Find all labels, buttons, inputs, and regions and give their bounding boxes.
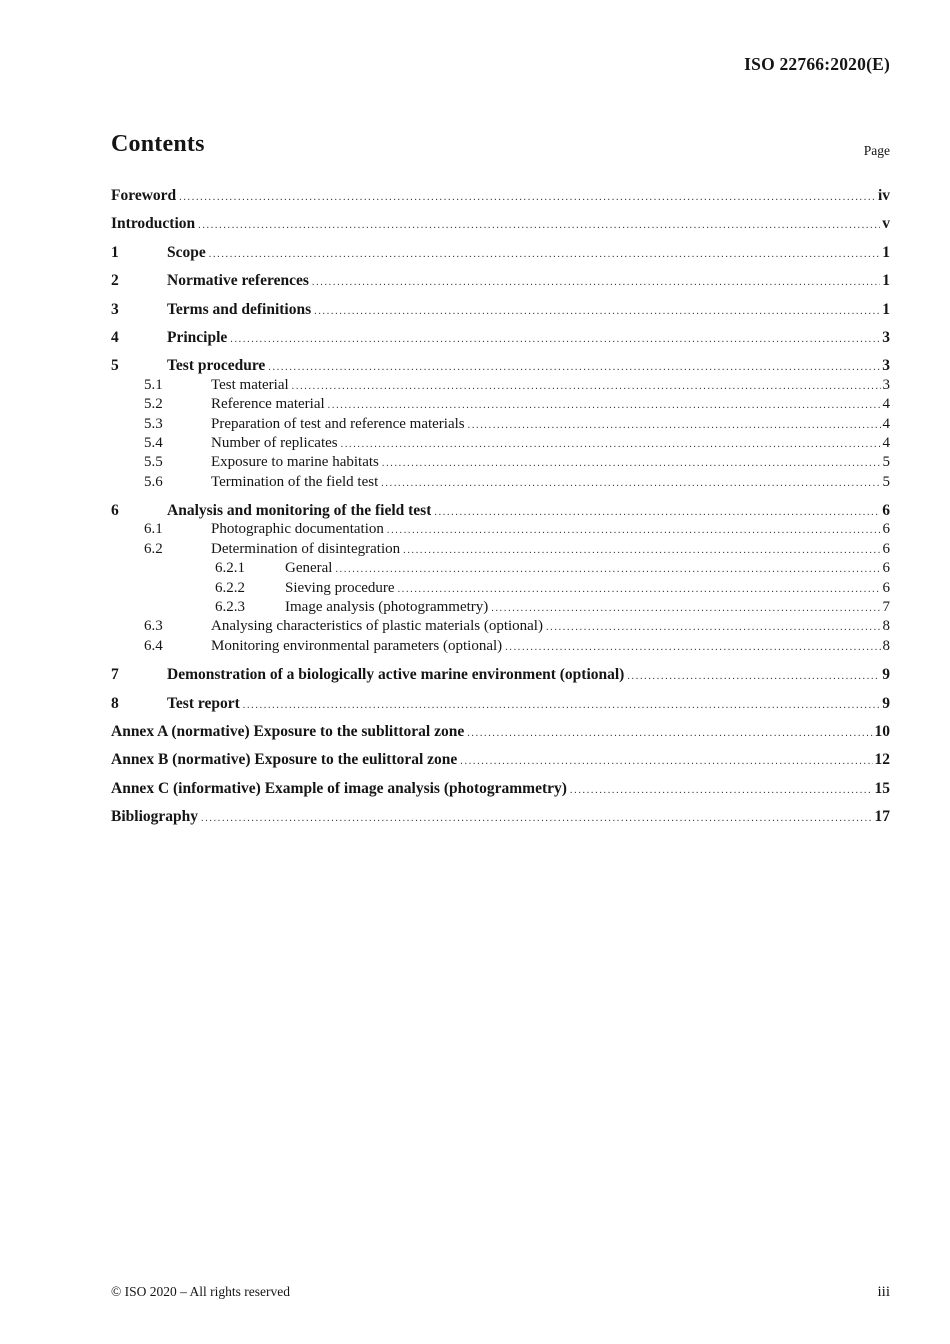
toc-entry-number: 6.2.1 xyxy=(215,560,245,577)
dot-leader xyxy=(398,580,881,599)
toc-entry-label: Principle xyxy=(167,328,228,346)
toc-entry-page: 8 xyxy=(882,637,890,654)
toc-entry-label: Reference material xyxy=(211,396,325,413)
document-reference: ISO 22766:2020(E) xyxy=(744,54,890,74)
toc-entry-page: 6 xyxy=(882,560,890,577)
dot-leader xyxy=(198,216,880,235)
toc-entry-label: Annex C (informative) Example of image analysis (photogrammetry) xyxy=(111,779,567,797)
dot-leader xyxy=(328,396,881,415)
copyright-notice: © ISO 2020 – All rights reserved xyxy=(111,1284,290,1299)
toc-entry xyxy=(111,501,890,520)
toc-entry-label: Monitoring environmental parameters (optional) xyxy=(211,637,503,654)
toc-entry-page: 1 xyxy=(882,243,890,261)
toc-entry xyxy=(111,214,890,233)
toc-entry-number: 3 xyxy=(111,300,119,318)
toc-entry-page: 1 xyxy=(882,300,890,318)
toc-entry-page: 3 xyxy=(882,357,890,375)
toc-entry-page: 6 xyxy=(882,579,890,596)
toc-entry-page: iv xyxy=(877,187,890,204)
toc-entry xyxy=(111,395,890,414)
dot-leader xyxy=(460,752,872,771)
toc-entry xyxy=(111,807,890,826)
toc-entry-number: 5.2 xyxy=(144,396,163,413)
dot-leader xyxy=(491,599,880,618)
toc-entry xyxy=(111,473,890,492)
toc-entry xyxy=(111,328,890,347)
toc-entry-number: 6.2.3 xyxy=(215,599,245,616)
toc-entry-number: 6 xyxy=(111,502,119,520)
toc-entry xyxy=(111,415,890,434)
toc-entry-number: 1 xyxy=(111,243,119,261)
toc-entry-number: 6.3 xyxy=(144,618,163,635)
toc-entry xyxy=(111,559,890,578)
dot-leader xyxy=(243,696,880,715)
toc-entry-label: Introduction xyxy=(111,215,196,233)
dot-leader xyxy=(382,454,881,473)
dot-leader xyxy=(341,435,881,454)
toc-entry-page: 9 xyxy=(882,694,890,712)
toc-entry-label: Demonstration of a biologically active marine environment (optional) xyxy=(167,666,625,684)
page-column-label: Page xyxy=(863,143,890,158)
toc-entry xyxy=(111,271,890,290)
toc-entry-page: 6 xyxy=(882,502,890,520)
toc-entry-label: Test procedure xyxy=(167,357,266,375)
toc-entry-label: Image analysis (photogrammetry) xyxy=(285,599,489,616)
toc-entry-number: 2 xyxy=(111,272,119,290)
toc-entry-label: Annex A (normative) Exposure to the sublittoral zone xyxy=(111,722,465,740)
toc-entry xyxy=(111,722,890,741)
toc-entry-page: 1 xyxy=(882,272,890,290)
dot-leader xyxy=(292,377,881,396)
dot-leader xyxy=(627,667,880,686)
toc-entry-number: 7 xyxy=(111,666,119,684)
toc-entry-label: Sieving procedure xyxy=(285,579,395,596)
dot-leader xyxy=(505,638,880,657)
toc-entry-page: v xyxy=(882,215,890,233)
toc-entry-page: 8 xyxy=(882,618,890,635)
dot-leader xyxy=(434,503,880,522)
toc-entry-number: 6.2.2 xyxy=(215,579,245,596)
dot-leader xyxy=(467,724,872,743)
toc-entry-label: Normative references xyxy=(167,272,309,290)
toc-entry-label: Analysis and monitoring of the field test xyxy=(167,502,432,520)
toc-entry-label: General xyxy=(285,560,333,577)
dot-leader xyxy=(312,273,880,292)
toc-entry xyxy=(111,637,890,656)
toc-entry-page: 3 xyxy=(882,328,890,346)
dot-leader xyxy=(387,521,881,540)
toc-entry-number: 5.5 xyxy=(144,454,163,471)
toc-entry-page: 9 xyxy=(882,666,890,684)
toc-entry-number: 5.1 xyxy=(144,376,163,393)
toc-entry-page: 4 xyxy=(882,415,890,432)
page-footer xyxy=(111,1284,890,1301)
toc-entry-page: 12 xyxy=(874,751,890,769)
dot-leader xyxy=(335,560,880,579)
toc-entry xyxy=(111,617,890,636)
toc-entry-page: 10 xyxy=(874,722,890,740)
toc-entry xyxy=(111,186,890,205)
toc-entry-label: Test report xyxy=(167,694,240,712)
toc-entry xyxy=(111,434,890,453)
contents-heading: Contents xyxy=(111,131,205,157)
dot-leader xyxy=(381,474,880,493)
dot-leader xyxy=(403,541,880,560)
toc-entry-label: Bibliography xyxy=(111,808,198,826)
toc-entry-number: 4 xyxy=(111,328,119,346)
toc-entry xyxy=(111,579,890,598)
toc-entry-label: Annex B (normative) Exposure to the eulittoral zone xyxy=(111,751,458,769)
toc-entry-number: 5.6 xyxy=(144,473,163,490)
toc-entry xyxy=(111,300,890,319)
toc-entry xyxy=(111,453,890,472)
dot-leader xyxy=(230,330,880,349)
toc-entry xyxy=(111,356,890,375)
toc-entry-label: Terms and definitions xyxy=(167,300,312,318)
toc-entry-number: 5 xyxy=(111,357,119,375)
toc-entry-number: 5.3 xyxy=(144,415,163,432)
toc-entry-label: Preparation of test and reference materials xyxy=(211,415,465,432)
dot-leader xyxy=(201,809,873,828)
toc-entry-label: Foreword xyxy=(111,187,177,204)
toc-entry xyxy=(111,376,890,395)
toc-entry-label: Determination of disintegration xyxy=(211,540,401,557)
dot-leader xyxy=(468,416,881,435)
toc-entry-label: Exposure to marine habitats xyxy=(211,454,379,471)
toc-entry xyxy=(111,750,890,769)
folio-page-number: iii xyxy=(877,1284,890,1300)
toc-entry-number: 8 xyxy=(111,694,119,712)
toc-entry xyxy=(111,694,890,713)
toc-entry-label: Number of replicates xyxy=(211,434,338,451)
toc-list xyxy=(111,177,890,827)
toc-entry xyxy=(111,598,890,617)
dot-leader xyxy=(570,781,873,800)
toc-entry xyxy=(111,779,890,798)
dot-leader xyxy=(179,188,876,207)
dot-leader xyxy=(209,245,881,264)
toc-entry xyxy=(111,243,890,262)
dot-leader xyxy=(546,618,881,637)
toc-entry xyxy=(111,540,890,559)
toc-entry-number: 6.1 xyxy=(144,521,163,538)
toc-entry-page: 7 xyxy=(882,599,890,616)
toc-entry-page: 15 xyxy=(874,779,890,797)
toc-entry-label: Test material xyxy=(211,376,289,393)
toc-entry-label: Photographic documentation xyxy=(211,521,384,538)
toc-entry-page: 5 xyxy=(882,473,890,490)
toc-entry-label: Termination of the field test xyxy=(211,473,379,490)
toc-entry-page: 6 xyxy=(882,540,890,557)
toc-entry-page: 3 xyxy=(882,376,890,393)
toc-entry-page: 6 xyxy=(882,521,890,538)
dot-leader xyxy=(314,302,880,321)
toc-entry-page: 5 xyxy=(882,454,890,471)
toc-entry-label: Analysing characteristics of plastic materials (optional) xyxy=(211,618,543,635)
toc-entry-page: 4 xyxy=(882,396,890,413)
dot-leader xyxy=(268,358,880,377)
toc-entry-number: 5.4 xyxy=(144,434,163,451)
toc-entry-number: 6.2 xyxy=(144,540,163,557)
toc-entry-page: 4 xyxy=(882,434,890,451)
toc-entry xyxy=(111,520,890,539)
toc-entry-page: 17 xyxy=(874,808,890,826)
toc-entry xyxy=(111,665,890,684)
toc-entry-label: Scope xyxy=(167,243,206,261)
toc-entry-number: 6.4 xyxy=(144,637,163,654)
